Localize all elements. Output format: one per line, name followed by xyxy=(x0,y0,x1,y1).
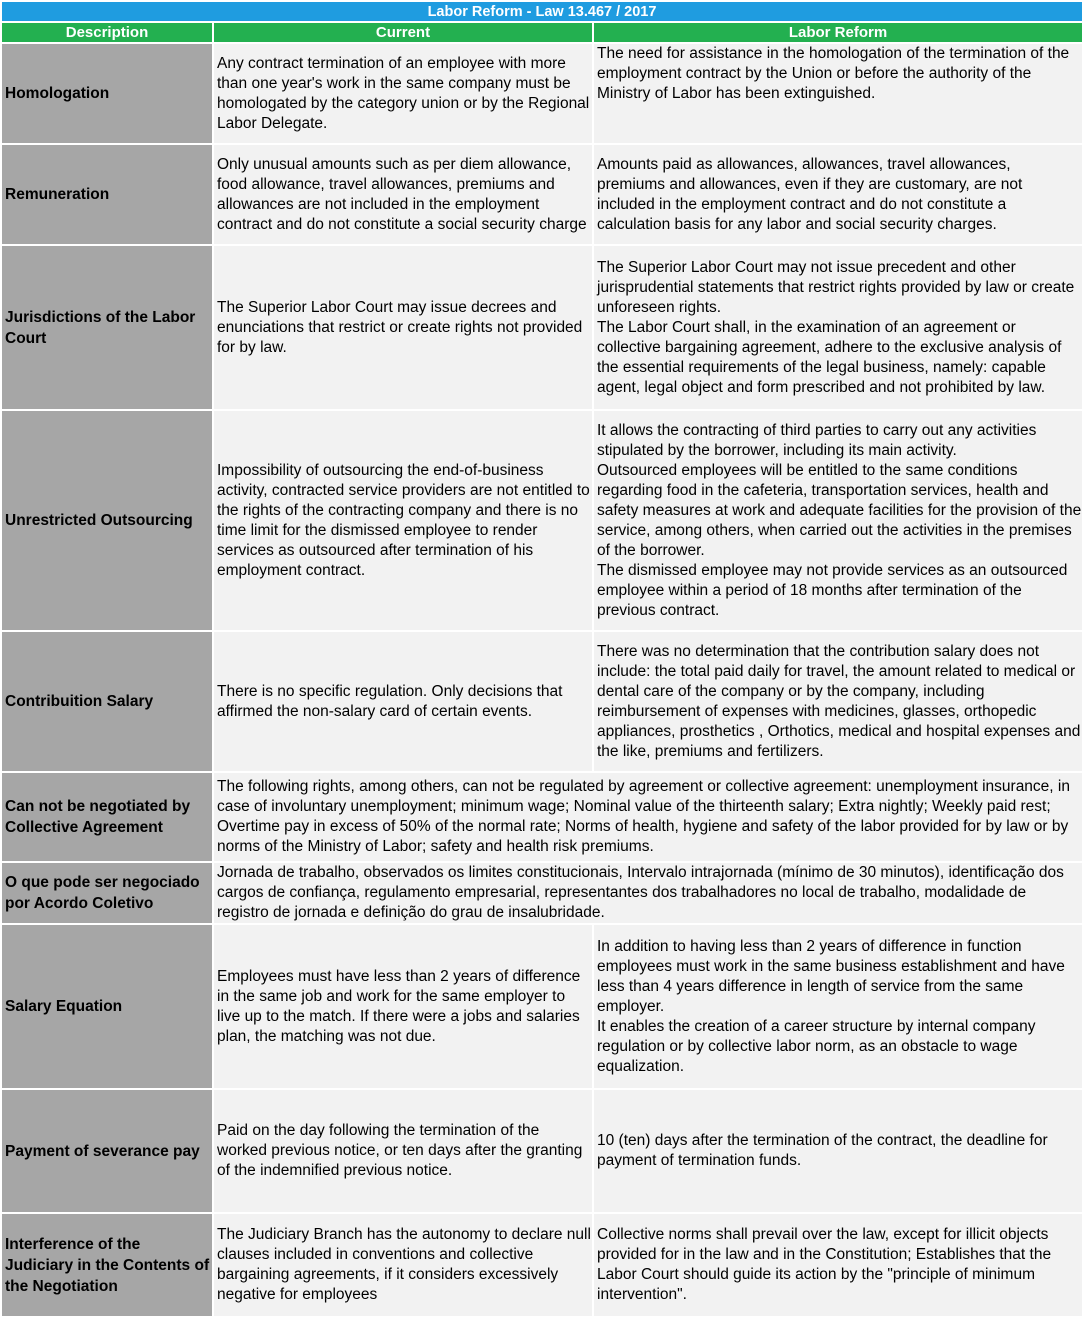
reform-paragraph: The Labor Court shall, in the examination of an agreement or collective bargaining agreement, adhere to the exclusive analysis of the essential requirements of the legal business, namely: capable agent, legal object and form prescribed and not prohibited by law. xyxy=(597,318,1062,396)
reform-cell xyxy=(593,144,1083,245)
header-row xyxy=(1,22,1083,43)
reform-cell xyxy=(593,410,1083,631)
reform-cell xyxy=(593,1213,1083,1317)
current-cell: The Judiciary Branch has the autonomy to declare null clauses included in conventions and collective bargaining agreements, if it considers excessively negative for employees xyxy=(213,1213,593,1317)
column-header-labor-reform: Labor Reform xyxy=(593,22,1083,43)
table-row xyxy=(1,144,1083,245)
row-description: Contribuition Salary xyxy=(1,631,213,772)
reform-paragraph: It allows the contracting of third parties to carry out any activities stipulated by the borrower, including its main activity. xyxy=(597,421,1037,459)
table-row xyxy=(1,43,1083,144)
column-header-current: Current xyxy=(213,22,593,43)
merged-cell: Jornada de trabalho, observados os limites constitucionais, Intervalo intrajornada (mínimo de 30 minutos), identificação dos cargos de confiança, regulamento empresarial, representantes dos trabalhadores no local de trabalho, modalidade de registro de jornada e definição do grau de insalubridade. xyxy=(213,862,1083,924)
reform-paragraph: The need for assistance in the homologation of the termination of the employment contract by the Union or before the authority of the Ministry of Labor has been extinguished. xyxy=(597,45,1070,102)
table-row xyxy=(1,1089,1083,1213)
row-description: Remuneration xyxy=(1,144,213,245)
table-row xyxy=(1,924,1083,1089)
row-description: Salary Equation xyxy=(1,924,213,1089)
row-description: Homologation xyxy=(1,43,213,144)
reform-paragraph: Outsourced employees will be entitled to the same conditions regarding food in the cafeteria, transportation services, health and safety measures at work and adequate facilities for the provision of the service, among others, when carried out the activities in the premises of the borrower. xyxy=(597,461,1082,559)
table-row xyxy=(1,631,1083,772)
reform-cell xyxy=(593,245,1083,410)
reform-paragraph: In addition to having less than 2 years of difference in function employees must work in the same business establishment and have less than 4 years difference in length of service from the same employer. xyxy=(597,937,1065,1015)
row-description: Jurisdictions of the Labor Court xyxy=(1,245,213,410)
reform-cell xyxy=(593,1089,1083,1213)
current-cell: There is no specific regulation. Only decisions that affirmed the non-salary card of certain events. xyxy=(213,631,593,772)
reform-paragraph: 10 (ten) days after the termination of the contract, the deadline for payment of termination funds. xyxy=(597,1132,1048,1169)
reform-cell xyxy=(593,43,1083,144)
row-description: Interference of the Judiciary in the Contents of the Negotiation xyxy=(1,1213,213,1317)
row-description: Unrestricted Outsourcing xyxy=(1,410,213,631)
reform-cell xyxy=(593,924,1083,1089)
row-description: O que pode ser negociado por Acordo Coletivo xyxy=(1,862,213,924)
reform-paragraph: Amounts paid as allowances, allowances, travel allowances, premiums and allowances, even if they are customary, are not included in the employment contract and do not constitute a calculation basis for any labor and social security charges. xyxy=(597,155,1023,233)
table-row xyxy=(1,1213,1083,1317)
current-cell: Impossibility of outsourcing the end-of-business activity, contracted service providers are not entitled to the rights of the contracting company and there is no time limit for the dismissed employee to render services as outsourced after termination of his employment contract. xyxy=(213,410,593,631)
current-cell: Any contract termination of an employee with more than one year's work in the same company must be homologated by the category union or by the Regional Labor Delegate. xyxy=(213,43,593,144)
current-cell: Paid on the day following the termination of the worked previous notice, or ten days after the granting of the indemnified previous notice. xyxy=(213,1089,593,1213)
reform-paragraph: There was no determination that the contribution salary does not include: the total paid daily for travel, the amount related to medical or dental care of the company or by the company, including reimbursement of expenses with medicines, glasses, orthopedic appliances, prosthetics , Orthotics, medical and hospital expenses and the like, premiums and fertilizers. xyxy=(597,642,1081,760)
reform-paragraph: It enables the creation of a career structure by internal company regulation or by collective labor norm, as an obstacle to wage equalization. xyxy=(597,1017,1036,1075)
table-row xyxy=(1,772,1083,862)
current-cell: Employees must have less than 2 years of difference in the same job and work for the same employer to live up to the match. If there were a jobs and salaries plan, the matching was not due. xyxy=(213,924,593,1089)
table-title: Labor Reform - Law 13.467 / 2017 xyxy=(1,1,1083,22)
current-cell: Only unusual amounts such as per diem allowance, food allowance, travel allowances, premiums and allowances are not included in the employment contract and do not constitute a social security charge xyxy=(213,144,593,245)
column-header-description: Description xyxy=(1,22,213,43)
row-description: Can not be negotiated by Collective Agreement xyxy=(1,772,213,862)
table-row xyxy=(1,245,1083,410)
reform-paragraph: Collective norms shall prevail over the law, except for illicit objects provided for in the law and in the Constitution; Establishes that the Labor Court should guide its action by the "principle of minimum intervention". xyxy=(597,1226,1052,1303)
table-row xyxy=(1,410,1083,631)
merged-cell: The following rights, among others, can not be regulated by agreement or collective agreement: unemployment insurance, in case of involuntary unemployment; minimum wage; Nominal value of the thirteenth salary; Extra nightly; Weekly paid rest; Overtime pay in excess of 50% of the normal rate; Norms of health, hygiene and safety of the labor provided for by law or by norms of the Ministry of Labor; safety and health risk premiums. xyxy=(213,772,1083,862)
table-row xyxy=(1,862,1083,924)
reform-paragraph: The Superior Labor Court may not issue precedent and other jurisprudential statements that restrict rights provided by law or create unforeseen rights. xyxy=(597,258,1075,316)
reform-cell xyxy=(593,631,1083,772)
row-description: Payment of severance pay xyxy=(1,1089,213,1213)
reform-paragraph: The dismissed employee may not provide services as an outsourced employee within a period of 18 months after termination of the previous contract. xyxy=(597,561,1068,619)
current-cell: The Superior Labor Court may issue decrees and enunciations that restrict or create rights not provided for by law. xyxy=(213,245,593,410)
title-row xyxy=(1,1,1083,22)
